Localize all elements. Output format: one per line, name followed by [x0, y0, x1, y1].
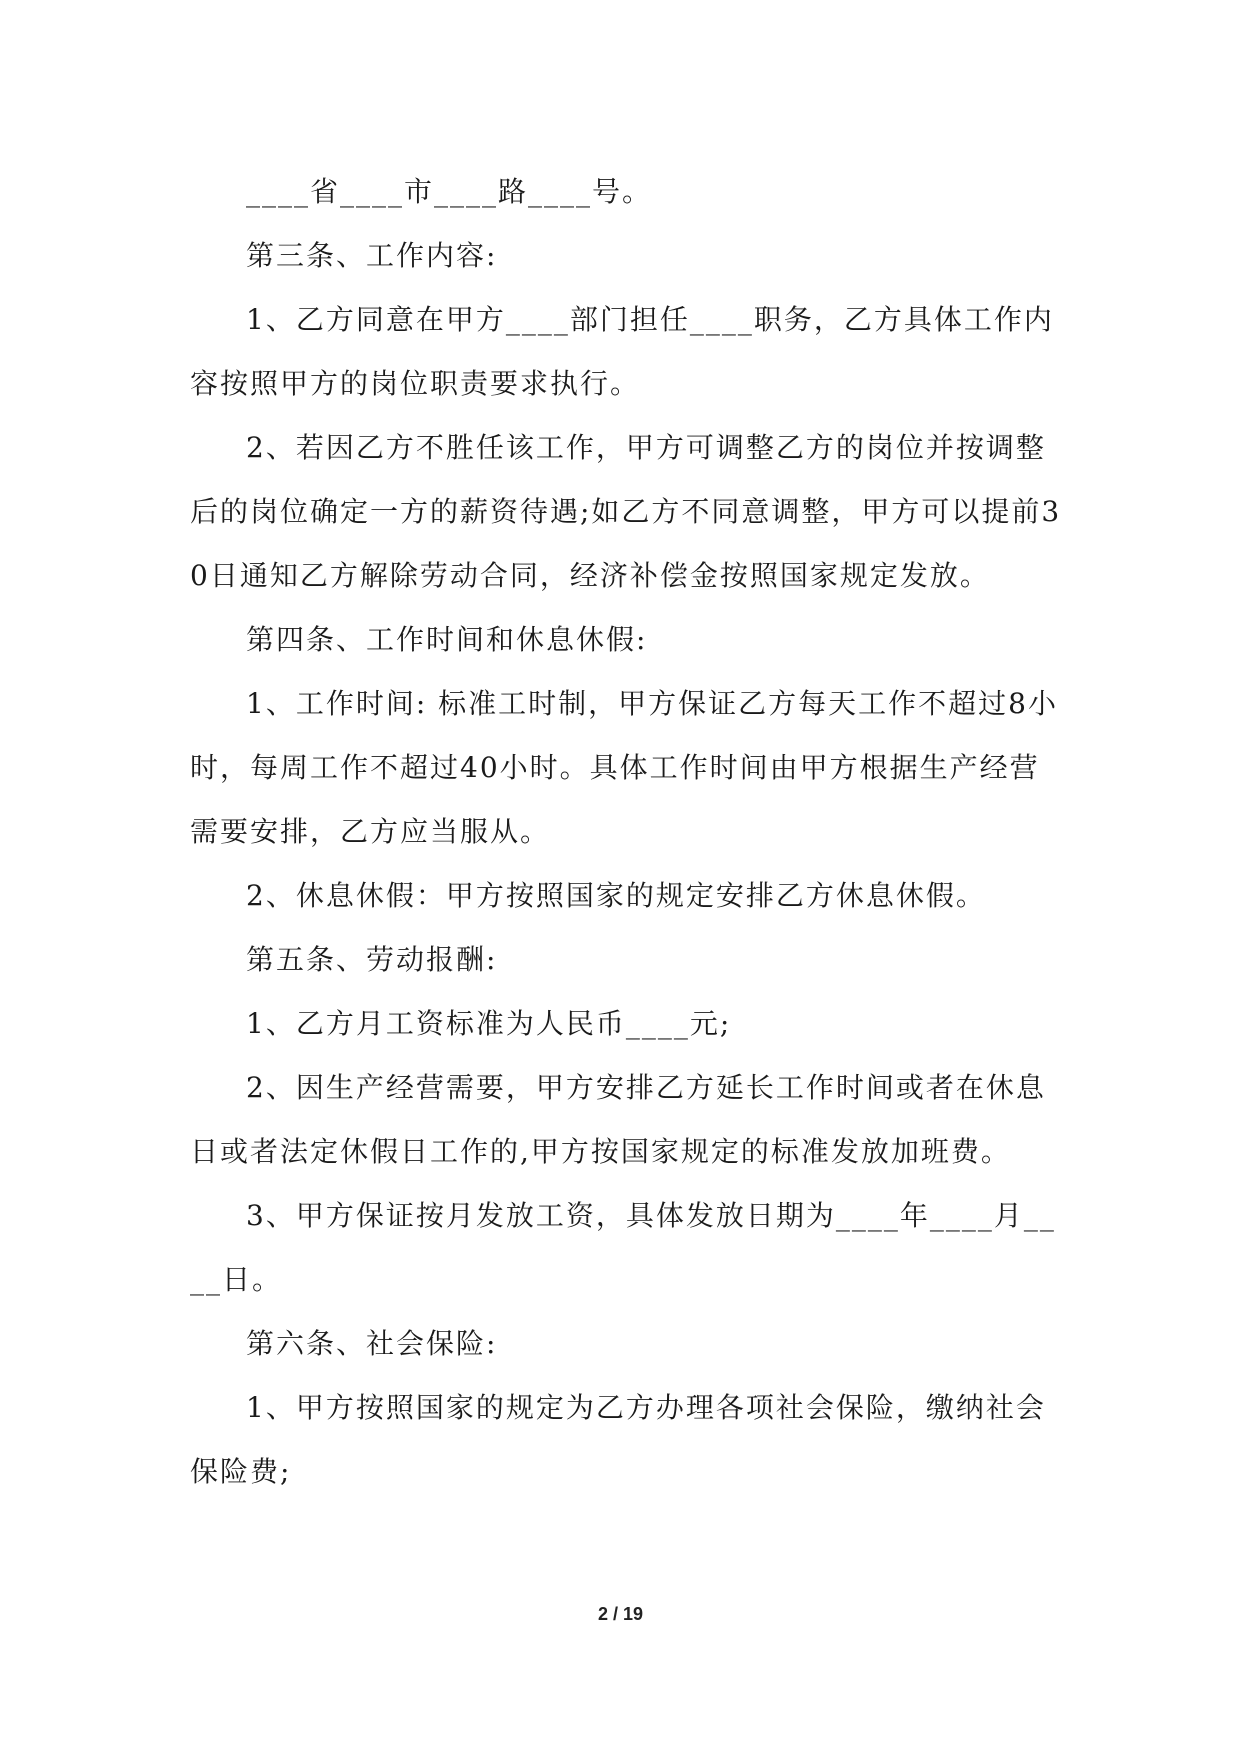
- paragraph-article-5-item-3: 3、甲方保证按月发放工资，具体发放日期为____年____月____日。: [190, 1199, 1056, 1296]
- paragraph-article-3-item-1: 1、乙方同意在甲方____部门担任____职务，乙方具体工作内容按照甲方的岗位职责要求执行。: [190, 303, 1054, 400]
- paragraph-article-4-item-1: 1、工作时间: 标准工时制，甲方保证乙方每天工作不超过8小时，每周工作不超过40小时。具体工作时间由甲方根据生产经营需要安排，乙方应当服从。: [190, 687, 1058, 848]
- paragraph-article-5-item-1: 1、乙方月工资标准为人民币____元;: [246, 1007, 732, 1040]
- heading-article-3: 第三条、工作内容:: [246, 239, 498, 272]
- document-body: [190, 160, 1066, 1504]
- heading-article-5: 第五条、劳动报酬:: [246, 943, 498, 976]
- paragraph-article-6-item-1: 1、甲方按照国家的规定为乙方办理各项社会保险，缴纳社会保险费;: [190, 1391, 1046, 1488]
- page-number: 2 / 19: [597, 1604, 644, 1624]
- heading-article-6: 第六条、社会保险:: [246, 1327, 498, 1360]
- heading-article-4: 第四条、工作时间和休息休假:: [246, 623, 648, 656]
- paragraph-article-5-item-2: 2、因生产经营需要，甲方安排乙方延长工作时间或者在休息日或者法定休假日工作的,甲方按国家规定的标准发放加班费。: [190, 1071, 1046, 1168]
- paragraph-address: ____省____市____路____号。: [246, 175, 653, 208]
- paragraph-article-4-item-2: 2、休息休假：甲方按照国家的规定安排乙方休息休假。: [246, 879, 986, 912]
- paragraph-article-3-item-2: 2、若因乙方不胜任该工作，甲方可调整乙方的岗位并按调整后的岗位确定一方的薪资待遇;如乙方不同意调整，甲方可以提前30日通知乙方解除劳动合同，经济补偿金按照国家规定发放。: [190, 431, 1062, 592]
